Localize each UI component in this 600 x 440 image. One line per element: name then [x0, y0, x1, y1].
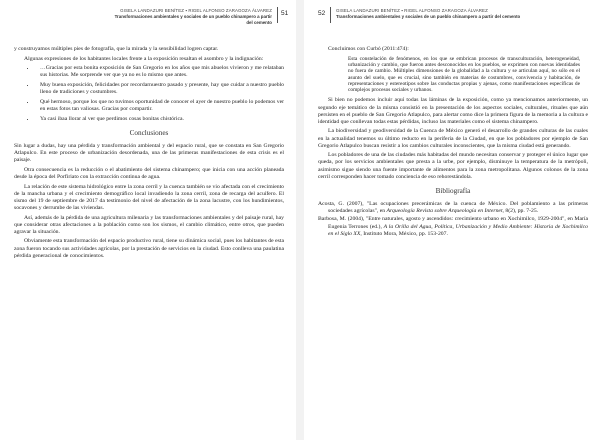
paragraph: Obviamente esta transformación del espacio productivo rural, tiene su dinámica social, pues los habitantes de esta zona fueron tocando sus actividades agrícolas, por la prestación de servicios en la ciudad. Esto conlleva una paulatina pérdida generacional de conocimientos.: [14, 238, 284, 259]
intro-paragraph: y construyamos múltiples pies de fotografía, que la mirada y la sensibilidad logren captar.: [14, 46, 219, 52]
list-item: • Qué hermoso, porque los que no tuvimos oportunidad de conocer el ayer de nuestro pueblo lo podemos ver en estas fotos tan valiosas. Gracias por compartir.: [36, 99, 284, 113]
page-number: 52: [318, 10, 326, 17]
section-heading: Conclusiones: [129, 128, 169, 137]
header-authors: GISELA LANDAZURI BENÍTEZ ▪ RIGEL ALFONSO ZARAGOZA ÁLVAREZ: [336, 8, 488, 13]
paragraph: Otra consecuencia es la reducción o el abatimiento del sistema chinampero; que inicia con una acción planeada desde la época del Porfiriato con la extracción continua de agua.: [14, 166, 284, 180]
header-title: Transformaciones ambientales y sociales de un pueblo chinampero a partir del cemento: [114, 14, 272, 25]
left-body: [14, 46, 284, 262]
running-header: [336, 8, 586, 20]
lead-paragraph: Concluimos con Curbó (2011:474):: [328, 46, 409, 52]
header-title: Transformaciones ambientales y sociales de un pueblo chinampero a partir del cemento: [336, 14, 521, 19]
bibliography-heading: Bibliografía: [435, 186, 471, 195]
right-page: [304, 0, 600, 440]
header-authors: GISELA LANDAZURI BENÍTEZ ▪ RIGEL ALFONSO ZARAGOZA ÁLVAREZ: [120, 8, 272, 13]
expressions-paragraph: Algunas expresiones de los habitantes locales frente a la exposición resaltan el asombro y la indignación:: [24, 55, 264, 62]
running-header: [112, 8, 272, 26]
page-number: 51: [281, 10, 289, 17]
paragraph: Si bien no podemos incluir aquí todas las láminas de la exposición, como ya mencionamos anteriormente, un segundo eje temático de la misma consistió en la presentación de los aspectos sociales, culturales, rituales que aún persisten en el pueblo de San Gregorio Atlapulco, para alertar como dice la primera figura de la memoria a la cultura e identidad que conllevan todas estas pérdidas, incluso las materiales como el sistema chinampero.: [318, 97, 588, 125]
header-divider: [330, 7, 331, 23]
right-body: [318, 46, 588, 239]
paragraph: Sin lugar a dudas, hay una pérdida y transformación ambiental y del espacio rural, que se constata en San Gregorio Atlapulco. En este proceso de urbanización desordenada, una de las primeras manifestaciones de esta crisis es el paisaje.: [14, 142, 284, 164]
block-quote: Esta constelación de fenómenos, en los que se embrican procesos de transculturación, heterogeneidad, urbanización y cambio, que fueron antes desconocidos en los pueblos, se exprimen con nuevas identidades no fuera de cambio. Múltiples dimensiones de la globalidad a la cultura y se articulan aquí, no sólo en el asunto del suelo, que es crucial, sino también en materias de costumbres, convivencia y habitación, de representaciones y estereotipos sobre las conductas propias y ajenas, como manifestaciones específicas de complejos procesos sociales y urbanos.: [348, 55, 580, 94]
header-divider: [277, 7, 278, 23]
paragraph: Así, además de la pérdida de una agricultura milenaria y las transformaciones ambientales y del paisaje rural, hay que considerar otras afectaciones a la población como son los sismos, el cambio climático, entre otros, que pueden agravar la situación.: [14, 214, 284, 235]
quote-list: [14, 65, 284, 122]
page-gutter: [296, 0, 304, 440]
paragraph: La relación de este sistema hidrológico entre la zona cerril y la cuenca también se vio afectada con el crecimiento de la mancha urbana y el crecimiento demográfico local invadiendo la zona cerril, zona de recarga del acuífero. El sismo del 19 de septiembre de 2017 da testimonio del nivel de afectación de la zona lacustre, con los hundimientos, socavones y derrumbe de las viviendas.: [14, 183, 284, 211]
left-page: [0, 0, 296, 440]
reference-entry: Acosta, G. (2007), "Las ocupaciones precerámicas de la cuenca de México. Del poblamiento a las primeras sociedades agrícolas", en Arqueología Revista sobre Arqueología en Internet, 8(2), pp. 7-25.: [318, 200, 588, 214]
paragraph: Los pobladores de una de las ciudades más habitadas del mundo necesitan conservar y proteger el único lugar que queda, por los servicios ambientales que presta a la urbe, por ejemplo, disminuye la temperatura de la metrópoli, asimismo sigue siendo una fuente importante de alimentos para la zona metropolitana. Algunos colonos de la zona cerril corresponden hacer tomado conciencia de eso rehorestándola.: [318, 152, 588, 180]
list-item: • Muy buena exposición, felicidades por recordarnuestro pasado y presente, hay que cuidar a nuestro pueblo lleno de tradiciones y costumbres.: [36, 82, 284, 96]
list-item: • …Gracias por esta bonita exposición de San Gregorio en los años que mis abuelos vivieron y me relataban sus historias. Me sorprende ver que ya no es lo mismo que antes.: [36, 65, 284, 79]
list-item: • Ya casi ibaa llorar al ver que perdimos cosas bonitas chistórica.: [36, 116, 284, 123]
paragraph: La biodiversidad y geodiversidad de la Cuenca de México generó el desarrollo de grandes culturas de las cuales en la actualidad tenemos su último reducto en la periferia de la Ciudad, en que los pobladores por ejemplo de San Gregorio Atlapulco buscan resistir a los cambios culturales inconscientes, que la misma ciudad está generando.: [318, 128, 588, 149]
reference-entry: Barbosa, M. (2004), "Entre naturales, agosto y ascendidos: crecimiento urbano en Xochimilco, 1929-2004", en María Eugenia Terrones (ed.), A la Orilla del Agua, Política, Urbanización y Medio Ambiente: Historia de Xochimilco en el Siglo XX, Instituto Mora, México, pp. 153-207.: [318, 216, 588, 237]
